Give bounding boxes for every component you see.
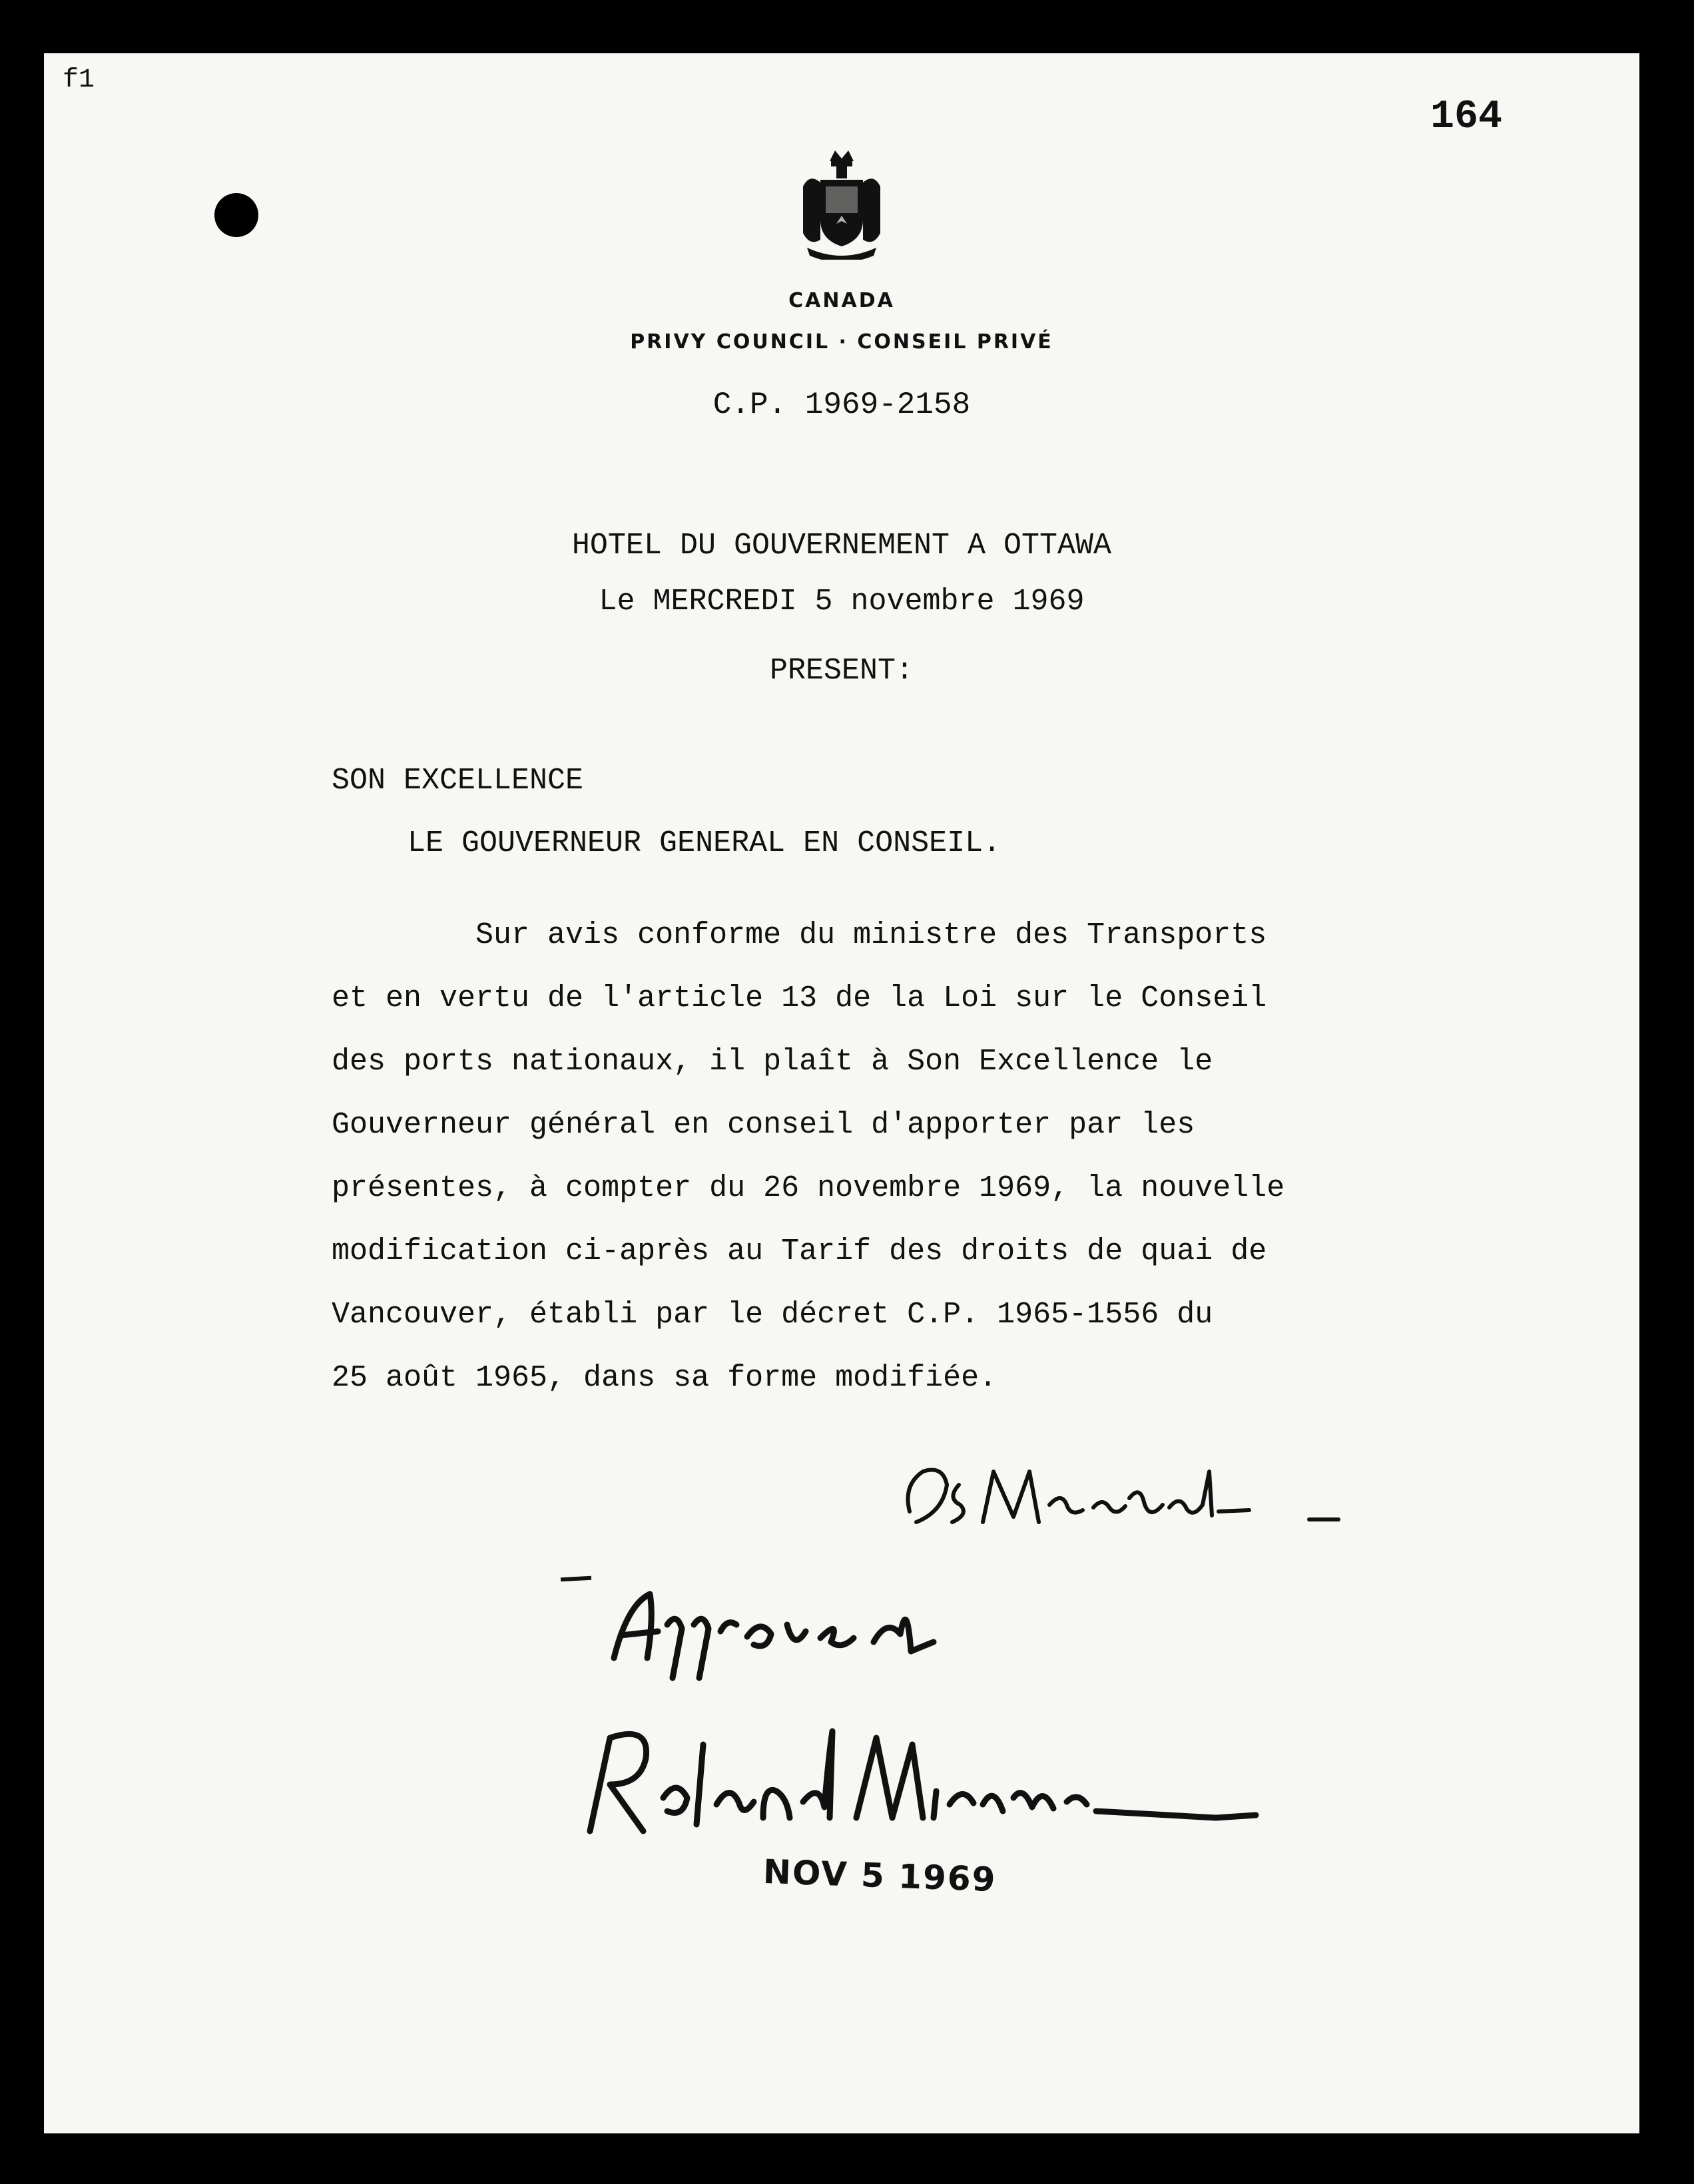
page-number: 164: [1430, 95, 1503, 140]
body-line: Gouverneur général en conseil d'apporter par les: [332, 1108, 1195, 1142]
addressee-line: LE GOUVERNEUR GENERAL EN CONSEIL.: [408, 826, 1001, 860]
approved-mark: [594, 1578, 967, 1685]
approved-dash: [561, 1576, 591, 1581]
corner-label: f1: [63, 65, 95, 95]
body-line: et en vertu de l'article 13 de la Loi sur le Conseil: [332, 981, 1267, 1015]
body-line: des ports nationaux, il plaît à Son Excellence le: [332, 1045, 1213, 1079]
minister-signature: [896, 1458, 1376, 1538]
addressee-line: SON EXCELLENCE: [332, 764, 584, 798]
body-line: Sur avis conforme du ministre des Transports: [332, 918, 1267, 952]
governor-general-signature: [563, 1718, 1269, 1858]
present-heading: PRESENT:: [769, 654, 914, 688]
date-line: Le MERCREDI 5 novembre 1969: [599, 585, 1085, 619]
date-stamp: NOV 5 1969: [762, 1852, 997, 1900]
location-line: HOTEL DU GOUVERNEMENT A OTTAWA: [571, 529, 1112, 563]
punch-hole: [214, 193, 258, 237]
document-page: [44, 53, 1639, 2133]
body-line: Vancouver, établi par le décret C.P. 1965-1556 du: [332, 1298, 1213, 1332]
body-line: présentes, à compter du 26 novembre 1969, la nouvelle: [332, 1171, 1285, 1205]
coat-of-arms-icon: [796, 146, 887, 260]
letterhead-country: CANADA: [788, 289, 895, 312]
body-line: modification ci-après au Tarif des droits de quai de: [332, 1234, 1267, 1268]
letterhead-council: PRIVY COUNCIL · CONSEIL PRIVÉ: [630, 330, 1053, 354]
body-line: 25 août 1965, dans sa forme modifiée.: [332, 1361, 997, 1395]
order-number: C.P. 1969-2158: [712, 388, 971, 422]
